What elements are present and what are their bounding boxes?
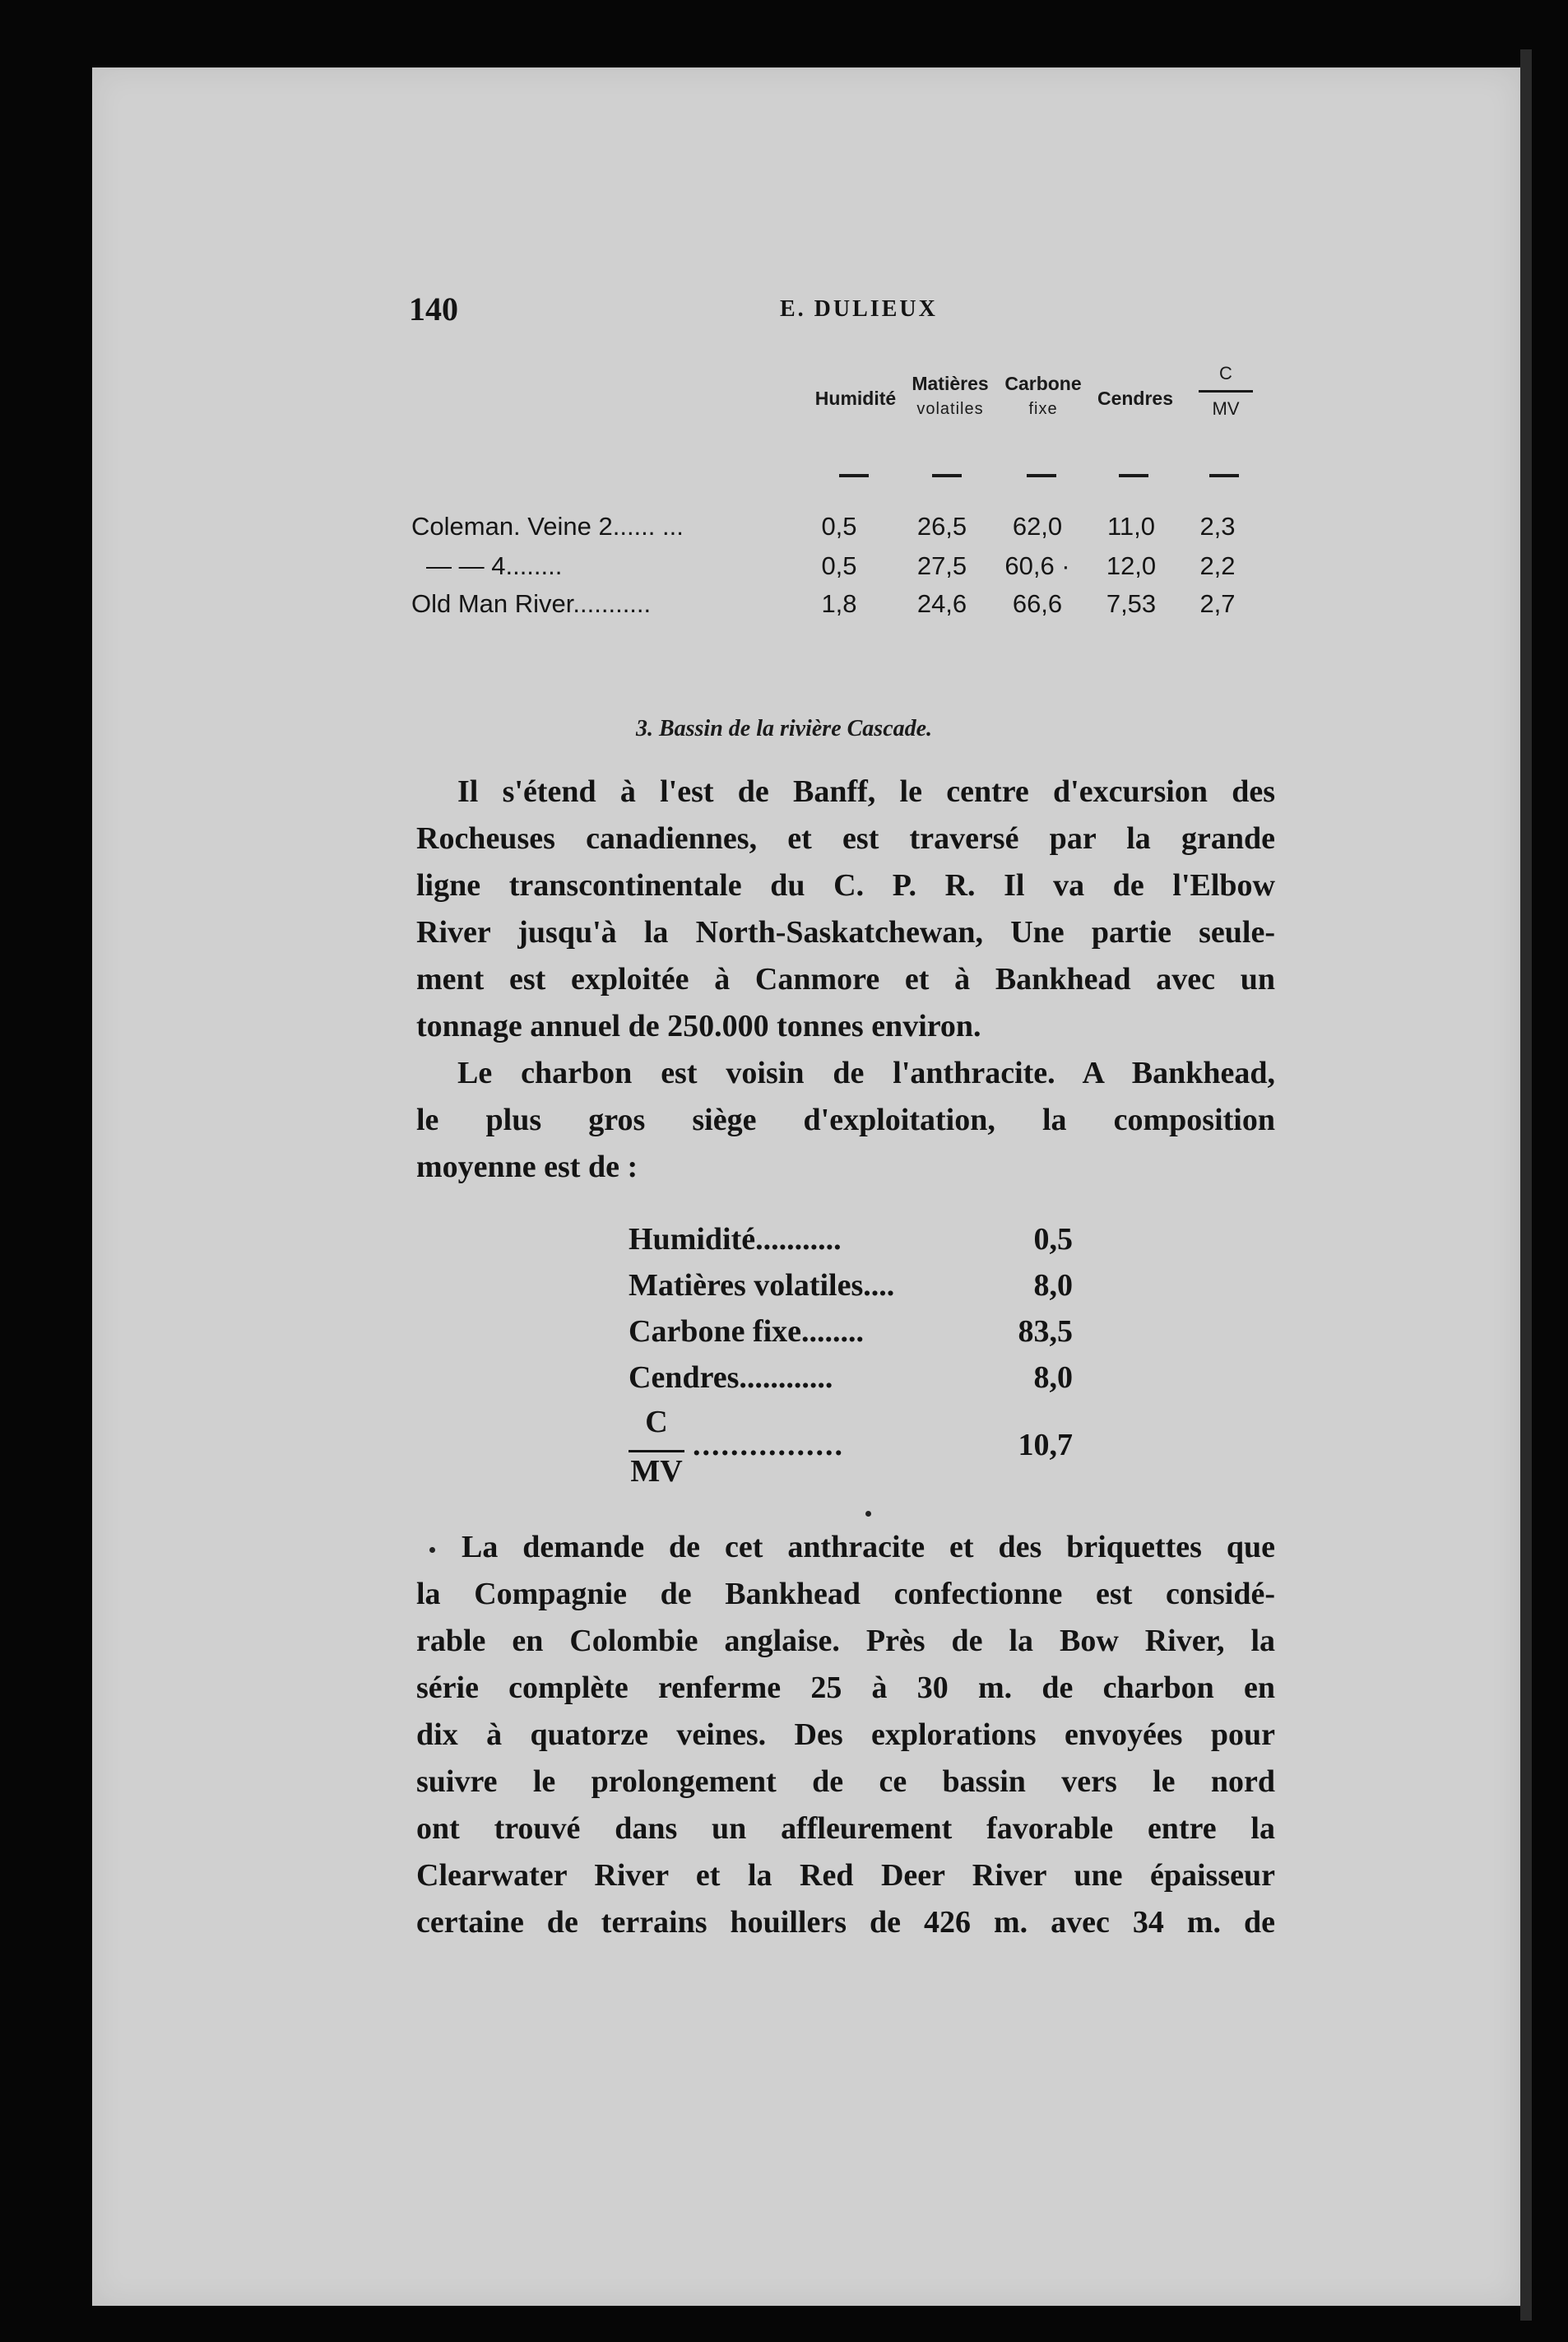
- cell-ratio: 2,2: [1199, 551, 1236, 580]
- text-line: rable en Colombie anglaise. Près de la Bow River, la: [416, 1624, 1275, 1658]
- column-header-humidite: [802, 387, 909, 411]
- column-dash: [839, 474, 869, 477]
- leader-dots: ................: [693, 1428, 844, 1462]
- ratio-numerator: C: [1219, 363, 1232, 383]
- composition-label: Cendres............: [629, 1360, 833, 1395]
- column-header-sublabel: fixe: [1028, 399, 1058, 418]
- text-line: le plus gros siège d'exploitation, la composition: [416, 1103, 1275, 1137]
- column-header-label: Humidité: [814, 388, 897, 409]
- composition-row: [629, 1221, 1073, 1266]
- text-line: Clearwater River et la Red Deer River une épaisseur: [416, 1858, 1275, 1893]
- text-line: tonnage annuel de 250.000 tonnes environ.: [416, 1009, 981, 1043]
- text-line: la Compagnie de Bankhead confectionne est considé-: [416, 1577, 1275, 1611]
- text-line: ont trouvé dans un affleurement favorable entre la: [416, 1811, 1275, 1846]
- composition-value: 8,0: [1033, 1360, 1073, 1395]
- composition-value: 8,0: [1033, 1268, 1073, 1303]
- cell-ratio: 2,3: [1199, 512, 1236, 541]
- text-line: ligne transcontinentale du C. P. R. Il va de l'Elbow: [416, 868, 1275, 903]
- table-row: [411, 512, 1267, 550]
- cell-matieres: 24,6: [916, 589, 967, 618]
- column-header-ratio: [1193, 362, 1259, 420]
- fraction-bar: [629, 1450, 684, 1452]
- composition-row: [629, 1267, 1073, 1312]
- ratio-numerator: C: [645, 1405, 668, 1439]
- text-line: série complète renferme 25 à 30 m. de charbon en: [416, 1671, 1275, 1705]
- cell-ratio: 2,7: [1199, 589, 1236, 618]
- scan-speck: [429, 1547, 435, 1553]
- text-line: certaine de terrains houillers de 426 m. avec 34 m. de: [416, 1905, 1275, 1940]
- fraction-bar: [1199, 390, 1253, 393]
- running-head: E. DULIEUX: [780, 296, 938, 322]
- cell-carbone: 60,6 ·: [1004, 551, 1070, 580]
- table-row: [411, 589, 1267, 627]
- cell-humidite: 0,5: [821, 512, 857, 541]
- ratio-denominator: MV: [1212, 397, 1240, 419]
- composition-row: [629, 1359, 1073, 1404]
- page-number: 140: [409, 290, 458, 328]
- text-line: Rocheuses canadiennes, et est traversé par la grande: [416, 821, 1275, 856]
- composition-value: 0,5: [1033, 1222, 1073, 1257]
- paragraph-1: [416, 769, 1275, 1050]
- column-dash: [1027, 474, 1056, 477]
- ratio-value: 10,7: [1018, 1428, 1073, 1462]
- cell-cendres: 12,0: [1106, 551, 1157, 580]
- paragraph-2: [416, 1050, 1275, 1191]
- text-line: River jusqu'à la North-Saskatchewan, Une partie seule-: [416, 915, 1275, 950]
- text-line: dix à quatorze veines. Des explorations envoyées pour: [416, 1717, 1275, 1752]
- ratio-denominator: MV: [630, 1454, 683, 1489]
- column-dash: [1119, 474, 1148, 477]
- column-header-label: Matières: [912, 373, 989, 394]
- column-header-label: Carbone: [1004, 373, 1082, 394]
- ratio-row: [629, 1404, 1073, 1494]
- cell-cendres: 7,53: [1106, 589, 1157, 618]
- cell-carbone: 66,6: [1012, 589, 1063, 618]
- text-line: Le charbon est voisin de l'anthracite. A Bankhead,: [457, 1056, 1275, 1090]
- composition-value: 83,5: [1018, 1314, 1073, 1349]
- text-line: ment est exploitée à Canmore et à Bankhead avec un: [416, 962, 1275, 997]
- scan-speck: [865, 1511, 871, 1517]
- row-label: Old Man River...........: [411, 589, 652, 618]
- column-header-label: Cendres: [1097, 388, 1174, 409]
- text-line: suivre le prolongement de ce bassin vers le nord: [416, 1764, 1275, 1799]
- paragraph-3: [416, 1524, 1275, 1946]
- table-row: [411, 551, 1267, 589]
- column-header-matieres: [901, 372, 1000, 420]
- column-header-cendres: [1090, 387, 1181, 411]
- cell-matieres: 27,5: [916, 551, 967, 580]
- composition-row: [629, 1313, 1073, 1358]
- text-line: Il s'étend à l'est de Banff, le centre d'excursion des: [457, 774, 1275, 809]
- column-header-carbone: [994, 372, 1092, 420]
- text-line: La demande de cet anthracite et des briquettes que: [462, 1530, 1275, 1564]
- cell-matieres: 26,5: [916, 512, 967, 541]
- composition-label: Humidité...........: [629, 1222, 842, 1257]
- row-label: Coleman. Veine 2...... ...: [411, 512, 684, 541]
- composition-label: Matières volatiles....: [629, 1268, 895, 1303]
- composition-label: Carbone fixe........: [629, 1314, 865, 1349]
- page-edge-shadow: [1520, 49, 1532, 2321]
- column-dash: [1209, 474, 1239, 477]
- text-line: moyenne est de :: [416, 1150, 638, 1184]
- row-label: — — 4........: [426, 551, 563, 580]
- cell-cendres: 11,0: [1106, 512, 1156, 541]
- cell-humidite: 0,5: [821, 551, 857, 580]
- column-dash: [932, 474, 962, 477]
- column-header-sublabel: volatiles: [916, 399, 984, 418]
- cell-humidite: 1,8: [821, 589, 857, 618]
- cell-carbone: 62,0: [1012, 512, 1063, 541]
- section-heading: 3. Bassin de la rivière Cascade.: [635, 716, 933, 741]
